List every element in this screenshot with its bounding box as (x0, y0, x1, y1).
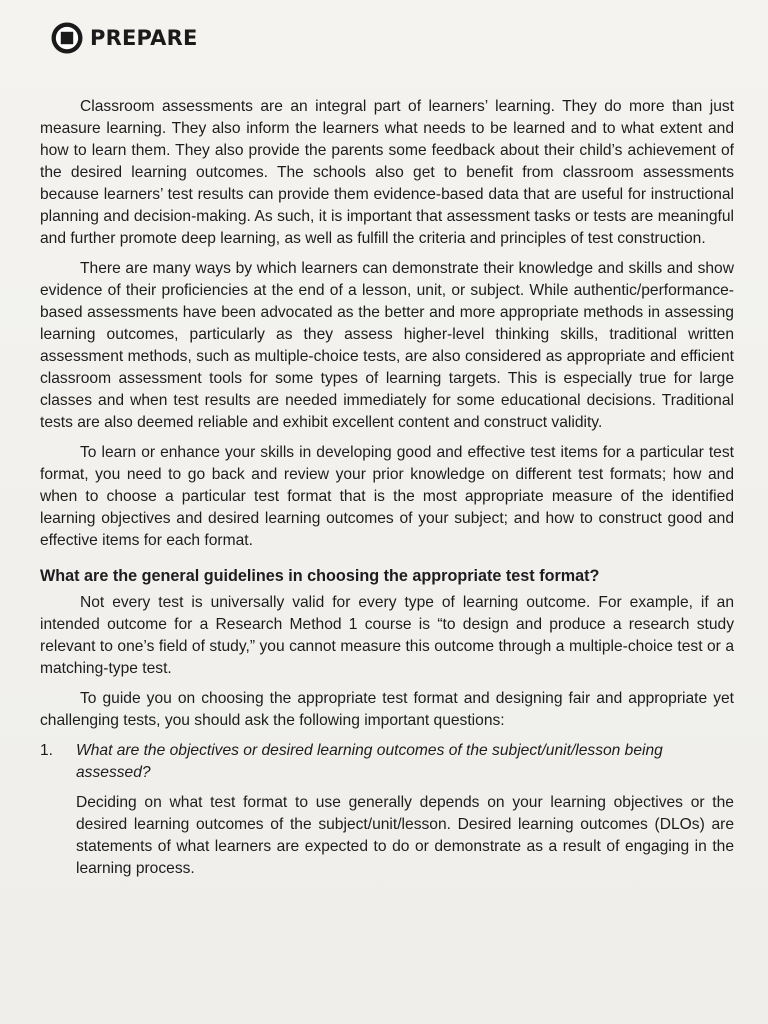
page-content (40, 96, 734, 880)
section-header (50, 18, 734, 58)
intro-paragraph-3: To learn or enhance your skills in developing good and effective test items for a particular test format, you need to go back and review your prior knowledge on different test formats; how and when to choose a particular test format that is the most appropriate measure of the identified learning objectives and desired learning outcomes of your subject; and how to construct good and effective items for each format. (40, 444, 734, 549)
list-item (40, 740, 734, 880)
list-item-text: Deciding on what test format to use generally depends on your learning objectives or the desired learning outcomes of the subject/unit/lesson. Desired learning outcomes (DLOs) are statements of what learners are expected to do or demonstrate as a result of engaging in the learning process. (76, 794, 734, 877)
list-item-number: 1. (40, 742, 54, 759)
list-item-title: What are the objectives or desired learning outcomes of the subject/unit/lesson being assessed? (76, 742, 663, 781)
intro-paragraph-1: Classroom assessments are an integral part of learners’ learning. They do more than just measure learning. They also inform the learners what needs to be learned and to what extent and how to learn them. They also provide the parents some feedback about their child’s achievement of the desired learning outcomes. The schools also get to benefit from classroom assessments because learners’ test results can provide them evidence-based data that are useful for instructional planning and decision-making. As such, it is important that assessment tasks or tests are meaningful and further promote deep learning, as well as fulfill the criteria and principles of test construction. (40, 98, 734, 247)
page-title: PREPARE (90, 26, 198, 50)
prepare-badge-icon (50, 21, 84, 55)
guidelines-paragraph-1: Not every test is universally valid for every type of learning outcome. For example, if an intended outcome for a Research Method 1 course is “to design and produce a research study relevant to one’s field of study,” you cannot measure this outcome through a multiple-choice test or a matching-type test. (40, 594, 734, 677)
list-item-body (76, 740, 734, 880)
intro-paragraph-2: There are many ways by which learners can demonstrate their knowledge and skills and show evidence of their proficiencies at the end of a lesson, unit, or subject. While authentic/performance-based assessments have been advocated as the better and more appropriate methods in assessing learning outcomes, particularly as they assess higher-level thinking skills, traditional written assessment methods, such as multiple-choice tests, are also considered as appropriate and efficient classroom assessment tools for some types of learning targets. This is especially true for large classes and when test results are needed immediately for some educational decisions. Traditional tests are also deemed reliable and exhibit excellent content and construct validity. (40, 260, 734, 431)
guidelines-heading: What are the general guidelines in choosing the appropriate test format? (40, 567, 600, 585)
guidelines-paragraph-2: To guide you on choosing the appropriate test format and designing fair and appropriate yet challenging tests, you should ask the following important questions: (40, 690, 734, 729)
